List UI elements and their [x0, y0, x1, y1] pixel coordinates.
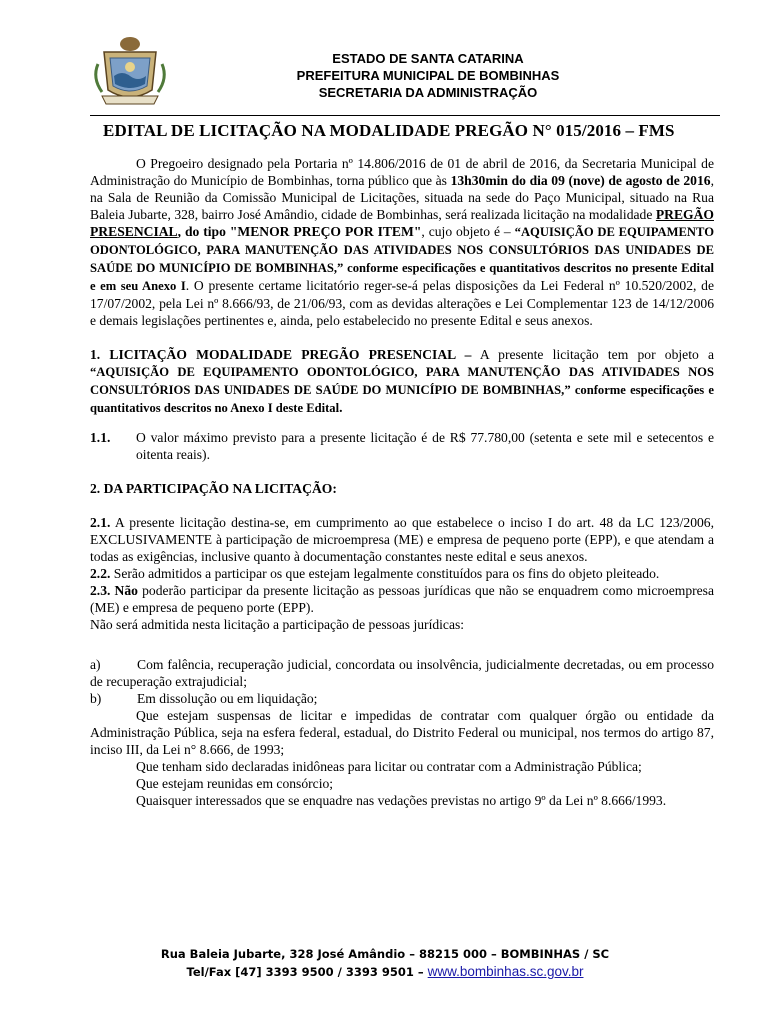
list-item-b-label: b)	[90, 691, 102, 706]
intro-object: “AQUISIÇÃO DE EQUIPAMENTO ODONTOLÓGICO, PARA MANUTENÇÃO DAS ATIVIDADES NOS CONSULTÓRIOS DAS UNIDADES DE SAÚDE DO MUNICÍPIO DE BOMBINHAS,” conforme especificações e quantitativos descritos no presente Edital e em seu Anexo I	[90, 225, 714, 293]
footer-phone: Tel/Fax [47] 3393 9500 / 3393 9501 –	[186, 965, 428, 979]
clause-2-3	[90, 582, 714, 616]
list-item-c: Que estejam suspensas de licitar e impedidas de contratar com qualquer órgão ou entidade da Administração Pública, seja na esfera federal, estadual, do Distrito Federal ou municipal, nos termos do artigo 87, inciso III, da Lei n° 8.666, de 1993;	[90, 708, 714, 757]
list-item-e: Que estejam reunidas em consórcio;	[136, 776, 334, 791]
section-1-text: A presente licitação tem por objeto a	[471, 347, 715, 362]
municipal-crest-logo	[90, 34, 170, 108]
header-secretariat: SECRETARIA DA ADMINISTRAÇÃO	[318, 85, 538, 100]
intro-text-1: O Pregoeiro designado pela Portaria nº 14.806/2016 de 01 de abril de 2016, da Secretaria Municipal de Administração do Município de Bombinhas, torna público que às	[90, 156, 714, 188]
page-footer	[0, 946, 770, 981]
intro-date: 13h30min do dia 09 (nove) de agosto de 2016	[450, 173, 711, 188]
clause-2-1	[90, 514, 714, 565]
exclusion-intro: Não será admitida nesta licitação a participação de pessoas jurídicas:	[90, 617, 465, 632]
list-item-b-text: Em dissolução ou em liquidação;	[137, 691, 318, 706]
document-title: EDITAL DE LICITAÇÃO NA MODALIDADE PREGÃO N° 015/2016 – FMS	[103, 121, 675, 140]
clause-2-2-text: Serão admitidos a participar os que estejam legalmente constituídos para os fins do objeto pleiteado.	[110, 566, 660, 581]
document-body	[90, 155, 714, 809]
clause-2-1-text: A presente licitação destina-se, em cumprimento ao que estabelece o inciso I do art. 48 da LC 123/2006, EXCLUSIVAMENTE à participação de microempresa (ME) e empresa de pequeno porte (EPP), e que atendam a todas as exigências, inclusive quanto à documentação constantes neste edital e seus anexos.	[90, 515, 714, 564]
list-item-a-text: Com falência, recuperação judicial, concordata ou insolvência, judicialmente decretadas, ou em processo de recuperação extrajudicial;	[90, 657, 714, 689]
section-2-heading: 2. DA PARTICIPAÇÃO NA LICITAÇÃO:	[90, 481, 337, 496]
clause-2-3-text: poderão participar da presente licitação as pessoas jurídicas que não se enquadrem como microempresa (ME) e empresa de pequeno porte (EPP).	[90, 583, 715, 615]
list-item-a-label: a)	[90, 657, 101, 672]
clause-2-1-number: 2.1.	[90, 515, 111, 530]
intro-modality: PREGÃO PRESENCIAL	[90, 207, 714, 239]
list-item-a	[90, 656, 714, 690]
clause-2-2	[90, 565, 714, 582]
section-1-heading: 1. LICITAÇÃO MODALIDADE PREGÃO PRESENCIAL –	[90, 347, 472, 362]
intro-text-4: . O presente certame licitatório reger-se-á pelas disposições da Lei Federal nº 10.520/2002, de 17/07/2002, pela Lei nº 8.666/93, de 21/06/93, com as devidas alterações e Lei Complementar 123 de 14/12/2006 e demais legislações pertinentes e, ainda, pelo estabelecido no presente Edital e seus anexos.	[90, 278, 714, 328]
list-item-f: Quaisquer interessados que se enquadre nas vedações previstas no artigo 9º da Lei nº 8.666/1993.	[136, 793, 667, 808]
clause-2-3-number: 2.3. Não	[90, 583, 138, 598]
clause-2-2-number: 2.2.	[90, 566, 111, 581]
intro-text-3: , cujo objeto é –	[421, 224, 515, 239]
section-1-paragraph	[90, 346, 714, 417]
intro-text-2: , na Sala de Reunião da Comissão Municipal de Licitações, situada na sede do Paço Municipal, situado na Rua Baleia Jubarte, 328, bairro José Amândio, cidade de Bombinhas, será realizada licitação na modalidade	[90, 173, 714, 222]
footer-address: Rua Baleia Jubarte, 328 José Amândio – 88215 000 – BOMBINHAS / SC	[160, 947, 610, 961]
clause-1-1-text: O valor máximo previsto para a presente licitação é de R$ 77.780,00 (setenta e sete mil e setecentos e oitenta reais).	[136, 430, 714, 462]
header-state: ESTADO DE SANTA CATARINA	[332, 51, 524, 66]
letterhead	[90, 34, 720, 112]
section-1-end: .	[339, 400, 343, 415]
list-item-b	[90, 690, 714, 707]
footer-contact	[0, 963, 770, 981]
list-item-d: Que tenham sido declaradas inidôneas para licitar ou contratar com a Administração Pública;	[136, 759, 642, 774]
intro-type: , do tipo "MENOR PREÇO POR ITEM"	[177, 224, 422, 239]
header-prefecture: PREFEITURA MUNICIPAL DE BOMBINHAS	[296, 68, 560, 83]
intro-paragraph	[90, 155, 714, 329]
footer-website-link[interactable]: www.bombinhas.sc.gov.br	[427, 964, 584, 979]
section-1-object: “AQUISIÇÃO DE EQUIPAMENTO ODONTOLÓGICO, PARA MANUTENÇÃO DAS ATIVIDADES NOS CONSULTÓRIOS DAS UNIDADES DE SAÚDE DO MUNICÍPIO DE BOMBINHAS,” conforme especificações e quantitativos descritos no Anexo I deste Edital	[90, 365, 714, 415]
header-divider	[90, 115, 720, 116]
clause-1-1-number: 1.1.	[90, 430, 111, 445]
clause-1-1	[90, 429, 714, 463]
